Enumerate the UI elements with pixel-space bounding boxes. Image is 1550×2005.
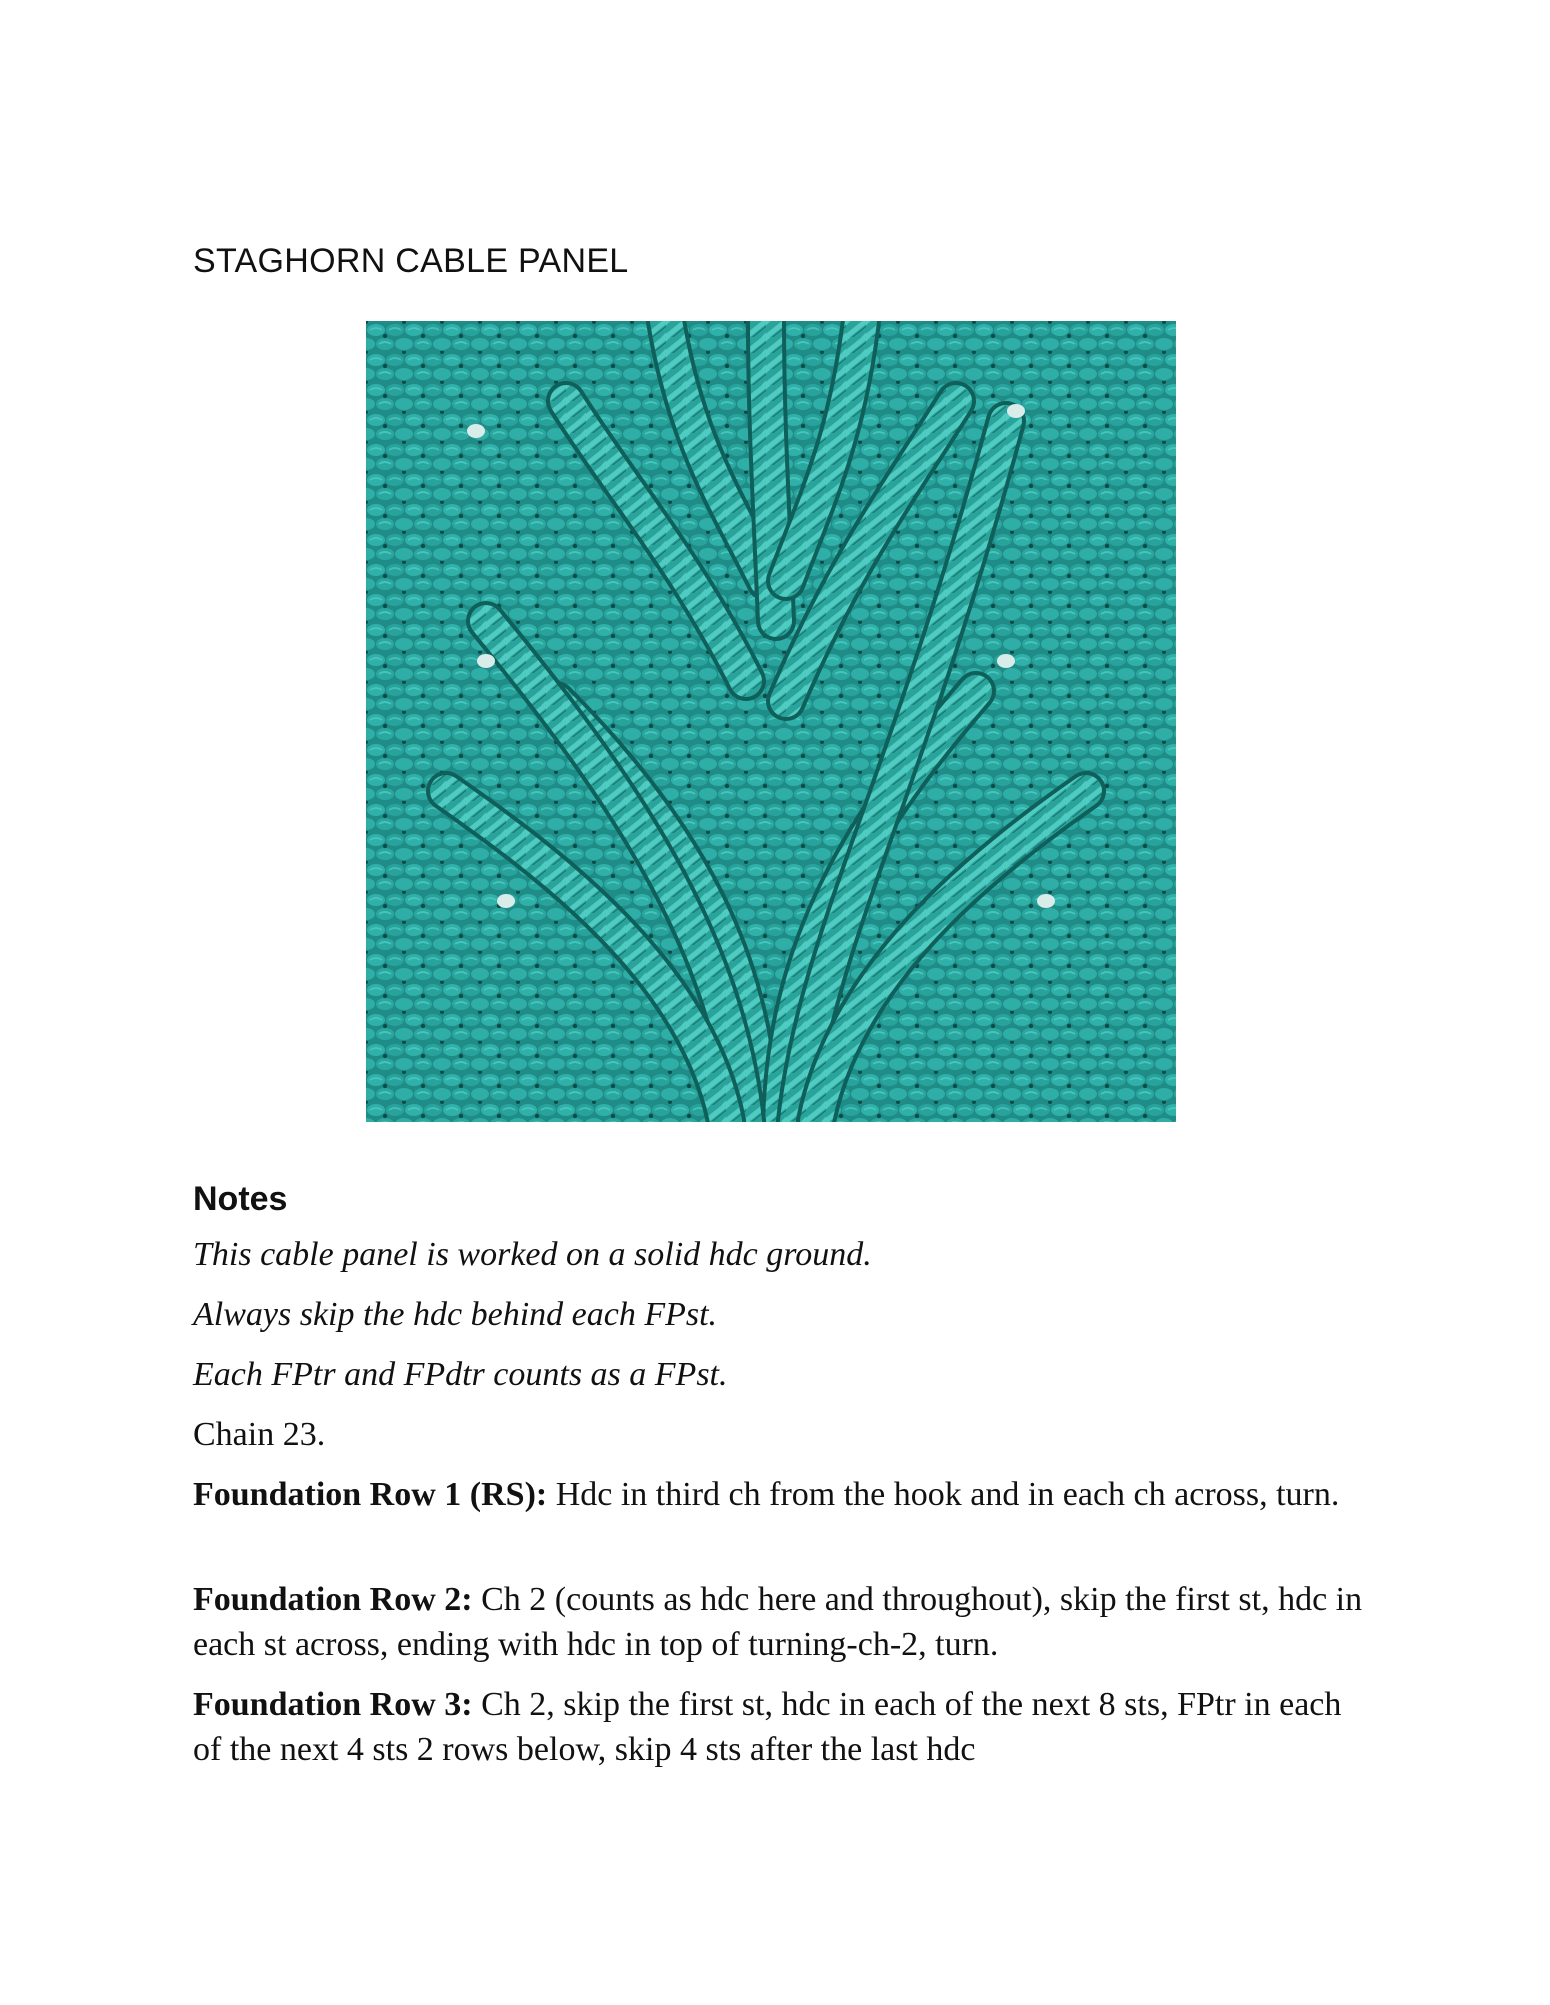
page-title: STAGHORN CABLE PANEL xyxy=(193,242,629,280)
foundation-row-1 xyxy=(193,1472,1373,1517)
note-line-3: Each FPtr and FPdtr counts as a FPst. xyxy=(193,1356,728,1393)
note-line-1: This cable panel is worked on a solid hdc ground. xyxy=(193,1236,872,1273)
eyelet xyxy=(497,894,515,908)
swatch-photo xyxy=(366,321,1176,1122)
notes-heading: Notes xyxy=(193,1180,288,1218)
eyelet xyxy=(1037,894,1055,908)
row-label: Foundation Row 3: xyxy=(193,1686,473,1723)
eyelet xyxy=(997,654,1015,668)
eyelet xyxy=(1007,404,1025,418)
row-text: Ch 2, skip the first st, hdc in each of the next 8 sts, FPtr in each of the next 4 sts 2 rows below, skip 4 sts after the last hdc xyxy=(193,1686,1342,1768)
row-label: Foundation Row 1 (RS): xyxy=(193,1476,548,1513)
eyelet xyxy=(477,654,495,668)
row-text: Ch 2 (counts as hdc here and throughout), skip the first st, hdc in each st across, ending with hdc in top of turning-ch-2, turn. xyxy=(193,1581,1363,1663)
eyelet xyxy=(467,424,485,438)
note-line-2: Always skip the hdc behind each FPst. xyxy=(193,1296,718,1333)
row-text: Hdc in third ch from the hook and in each ch across, turn. xyxy=(547,1476,1340,1513)
foundation-row-2 xyxy=(193,1577,1373,1667)
foundation-row-3 xyxy=(193,1682,1373,1772)
row-label: Foundation Row 2: xyxy=(193,1581,473,1618)
chain-instruction: Chain 23. xyxy=(193,1416,326,1453)
crochet-swatch-image xyxy=(366,321,1176,1122)
